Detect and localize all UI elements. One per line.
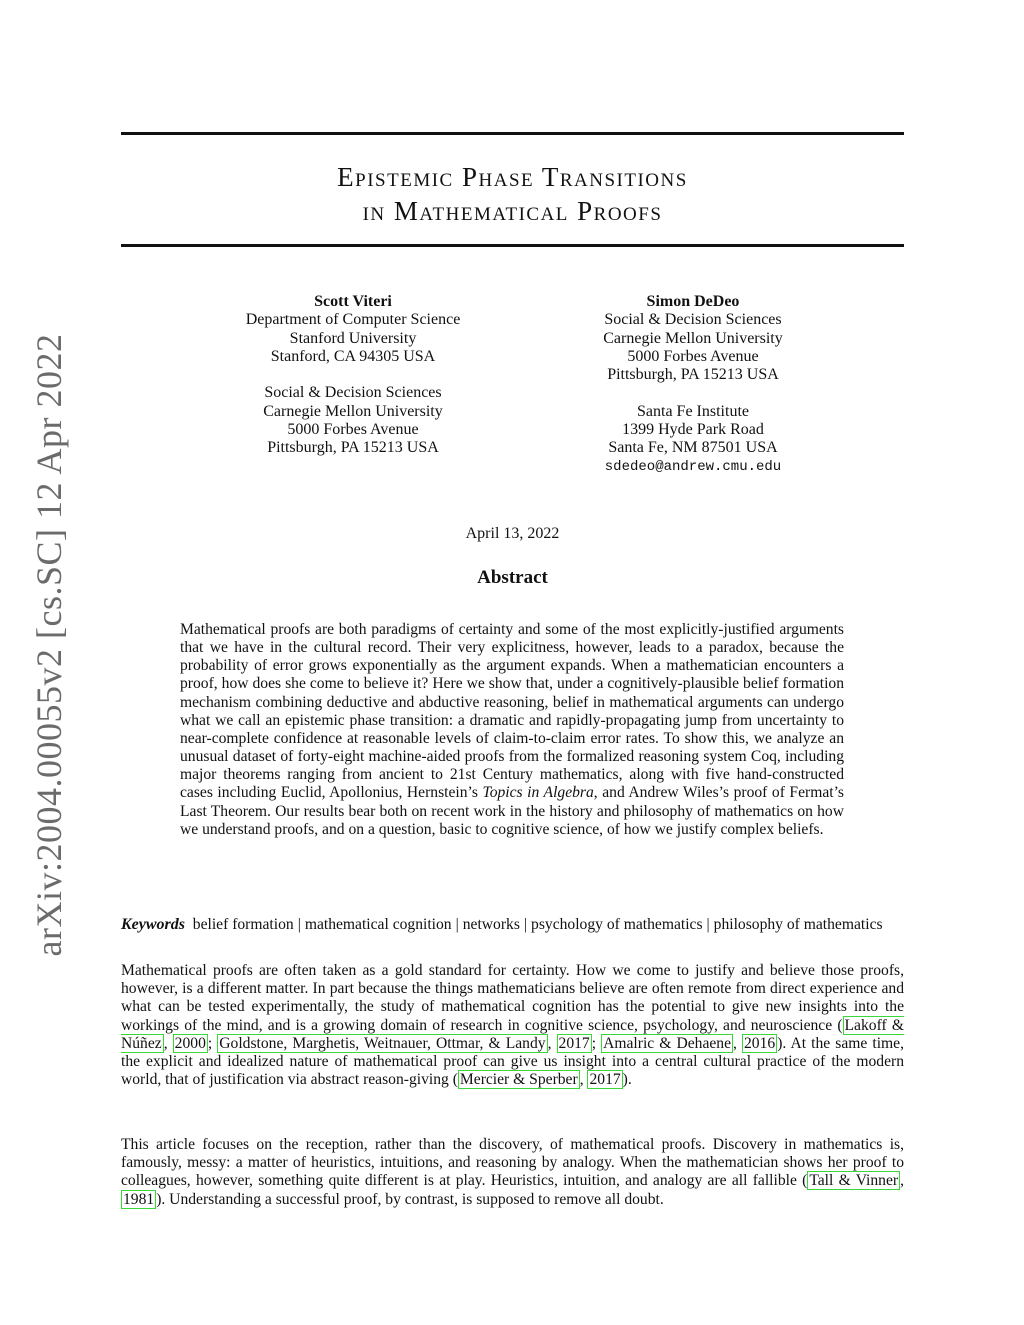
affiliation-line: Social & Decision Sciences <box>604 311 782 329</box>
abstract-italic-title: Topics in Algebra <box>482 784 594 802</box>
citation-year-link[interactable]: 2016 <box>744 1034 776 1052</box>
keyword: networks <box>462 916 520 933</box>
keyword-separator: | <box>297 916 301 933</box>
author-block-dedeo <box>553 293 833 476</box>
author-name: Simon DeDeo <box>646 293 740 310</box>
keyword-separator: | <box>523 916 528 933</box>
abstract-text <box>180 621 844 839</box>
citation-link[interactable]: Amalric & Dehaene <box>603 1034 732 1052</box>
affiliation-line: Pittsburgh, PA 15213 USA <box>267 439 439 457</box>
paper-date: April 13, 2022 <box>465 525 560 542</box>
citation-year-link[interactable]: 2000 <box>174 1034 206 1052</box>
paragraph-text: Mathematical proofs are often taken as a gold standard for certainty. How we come to justify and believe those proofs, however, is a different matter. In part because the things mathematicians believe are often remote from direct experience and what can be tested experimentally, the study of mathematical cognition has the potential to give new insights into the workings of the mind, and is a growing domain of research in cognitive science, psychology, and neuroscience ( <box>121 962 904 1034</box>
body-paragraph-1 <box>121 962 904 1089</box>
keyword-separator: | <box>706 916 710 933</box>
arxiv-stamp: arXiv:2004.00055v2 [cs.SC] 12 Apr 2022 <box>29 333 69 957</box>
bottom-rule <box>121 244 904 247</box>
keywords <box>121 916 904 934</box>
keyword: philosophy of mathematics <box>713 916 883 933</box>
affiliation-line: Santa Fe, NM 87501 USA <box>608 439 778 457</box>
abstract-part-1: Mathematical proofs are both paradigms of certainty and some of the most explicitly-justified arguments that we have in the cultural record. Their very explicitness, however, leads to a paradox, because the probability of error grows exponentially as the argument expands. When a mathematician encounters a proof, how does she come to believe it? Here we show that, under a cognitively-plausible belief formation mechanism combining deductive and abductive reasoning, belief in mathematical arguments can undergo what we call an epistemic phase transition: a dramatic and rapidly-propagating jump from uncertainty to near-complete confidence at reasonable levels of claim-to-claim error rates. To show this, we analyze an unusual dataset of forty-eight machine-aided proofs from the formalized reasoning system Coq, including major theorems ranging from ancient to 21st Century mathematics, along with five hand-constructed cases including Euclid, Apollonius, Hernstein’s <box>180 621 844 802</box>
citation-year-link[interactable]: 2017 <box>558 1034 590 1052</box>
citation-separator: , <box>900 1172 905 1190</box>
paragraph-text: ). At the same time, the explicit and idealized nature of mathematical proof can give us insight into a central cultural practice of the modern world, that of justification via abstract reason-giving ( <box>121 1034 904 1089</box>
citation-year-link[interactable]: 1981 <box>123 1190 155 1208</box>
keywords-label: Keywords <box>121 916 185 933</box>
paper-title <box>121 160 904 228</box>
affiliation-line: Stanford, CA 94305 USA <box>270 347 436 365</box>
citation-separator: , <box>579 1071 588 1089</box>
top-rule <box>121 132 904 135</box>
paragraph-text: This article focuses on the reception, rather than the discovery, of mathematical proofs. Discovery in mathematics is, famously, messy: a matter of heuristics, intuitions, and reasoning by analogy. When the mathematician shows her proof to colleagues, however, something quite different is at play. Heuristics, intuition, and analogy are all fallible ( <box>121 1136 904 1190</box>
keyword: mathematical cognition <box>304 916 452 933</box>
abstract-part-2: , and Andrew Wiles’s proof of Fermat’s Last Theorem. Our results bear both on recent work in the history and philosophy of mathematics on how we understand proofs, and on a question, basic to cognitive science, of how we justify complex beliefs. <box>180 784 844 838</box>
affiliation-line: Carnegie Mellon University <box>263 402 443 420</box>
title-line-2: in Mathematical Proofs <box>362 196 663 226</box>
author-name: Scott Viteri <box>314 293 392 310</box>
citation-link[interactable]: Tall & Vinner <box>809 1172 899 1190</box>
citation-link[interactable]: Mercier & Sperber <box>459 1071 578 1089</box>
affiliation-line: Pittsburgh, PA 15213 USA <box>607 366 779 384</box>
citation-year-link[interactable]: 2017 <box>589 1071 621 1089</box>
keyword: psychology of mathematics <box>531 916 703 933</box>
citation-separator: , <box>547 1034 557 1052</box>
affiliation-line: Santa Fe Institute <box>637 402 749 420</box>
paragraph-text: ). Understanding a successful proof, by contrast, is supposed to remove all doubt. <box>156 1190 664 1208</box>
affiliation-line: Stanford University <box>289 329 417 347</box>
citation-separator: ; <box>207 1034 218 1052</box>
abstract-heading: Abstract <box>477 567 548 588</box>
body-paragraph-2 <box>121 1136 904 1209</box>
citation-separator: ; <box>591 1034 602 1052</box>
title-line-1: Epistemic Phase Transitions <box>337 162 688 192</box>
keyword: belief formation <box>192 916 294 933</box>
affiliation-line: Carnegie Mellon University <box>603 329 783 347</box>
affiliation-line: 1399 Hyde Park Road <box>622 421 764 439</box>
author-email[interactable]: sdedeo@andrew.cmu.edu <box>604 458 782 475</box>
affiliation-line: 5000 Forbes Avenue <box>287 421 419 439</box>
keyword-separator: | <box>455 916 459 933</box>
affiliation-line: Department of Computer Science <box>245 311 461 329</box>
citation-separator: , <box>163 1034 173 1052</box>
paragraph-text: ). <box>622 1071 632 1089</box>
citation-link[interactable]: Lakoff & Núñez <box>121 1016 904 1052</box>
author-block-viteri <box>200 293 506 458</box>
affiliation-line: Social & Decision Sciences <box>264 384 442 402</box>
citation-separator: , <box>733 1034 742 1052</box>
affiliation-line: 5000 Forbes Avenue <box>627 347 759 365</box>
citation-link[interactable]: Goldstone, Marghetis, Weitnauer, Ottmar, & Landy <box>219 1034 546 1052</box>
